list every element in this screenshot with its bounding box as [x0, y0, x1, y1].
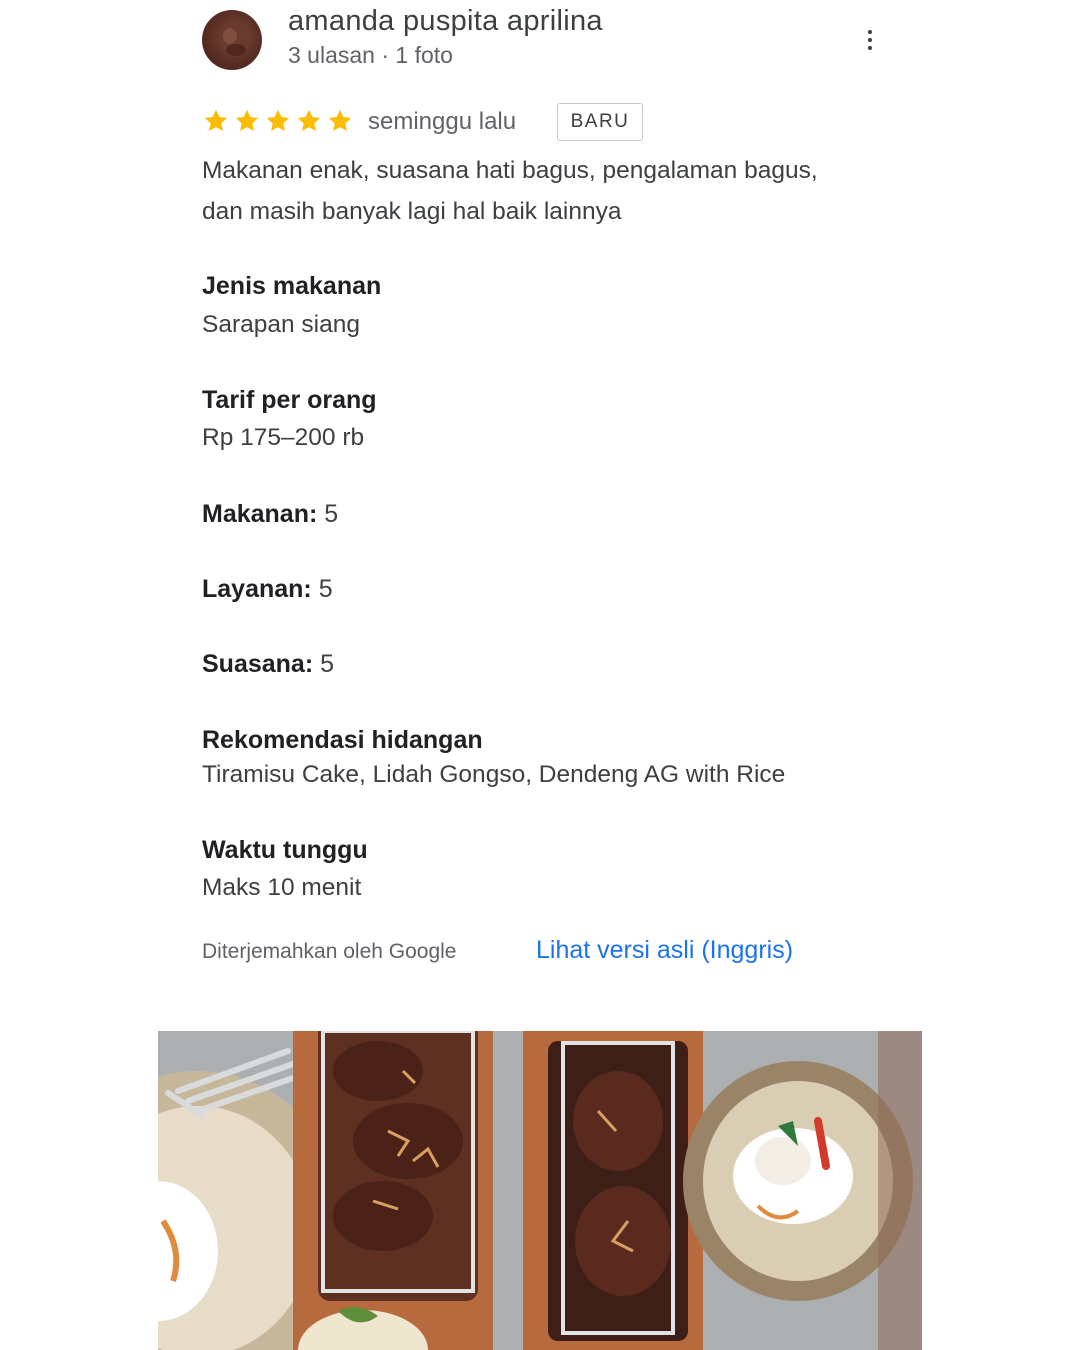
star-icon [326, 107, 354, 135]
review-card [158, 0, 922, 1350]
wait-time-value: Maks 10 menit [202, 874, 362, 901]
review-photo[interactable] [158, 1031, 922, 1350]
star-icon [264, 107, 292, 135]
more-vert-icon[interactable] [858, 30, 882, 58]
translated-by-google: Diterjemahkan oleh Google [202, 940, 457, 963]
reviewer-name[interactable]: amanda puspita aprilina [288, 5, 603, 37]
meal-type-value: Sarapan siang [202, 311, 361, 338]
star-icon [295, 107, 323, 135]
review-text: Makanan enak, suasana hati bagus, pengalaman bagus, dan masih banyak lagi hal baik lainnya [202, 157, 818, 225]
price-value: Rp 175–200 rb [202, 424, 365, 451]
atmosphere-score-value: 5 [320, 650, 335, 678]
right-margin [922, 0, 1080, 1350]
food-score-value: 5 [324, 500, 339, 528]
price-label: Tarif per orang [202, 386, 377, 414]
review-time: seminggu lalu [368, 108, 517, 135]
atmosphere-score-label: Suasana: [202, 650, 314, 678]
left-margin [0, 0, 158, 1350]
recommended-dishes-label: Rekomendasi hidangan [202, 726, 483, 754]
atmosphere-score [202, 650, 334, 679]
star-icon [233, 107, 261, 135]
wait-time-label: Waktu tunggu [202, 836, 368, 864]
new-badge: BARU [557, 103, 643, 141]
meal-type-label: Jenis makanan [202, 272, 382, 300]
service-score [202, 575, 333, 604]
food-score-label: Makanan: [202, 500, 318, 528]
reviewer-meta: 3 ulasan · 1 foto [288, 42, 453, 68]
service-score-label: Layanan: [202, 575, 312, 603]
food-score [202, 500, 338, 529]
star-icon [202, 107, 230, 135]
service-score-value: 5 [318, 575, 333, 603]
star-rating [202, 107, 354, 135]
recommended-dishes-value: Tiramisu Cake, Lidah Gongso, Dendeng AG with Rice [202, 761, 786, 788]
see-original-link[interactable]: Lihat versi asli (Inggris) [536, 936, 794, 964]
avatar[interactable] [202, 10, 262, 70]
